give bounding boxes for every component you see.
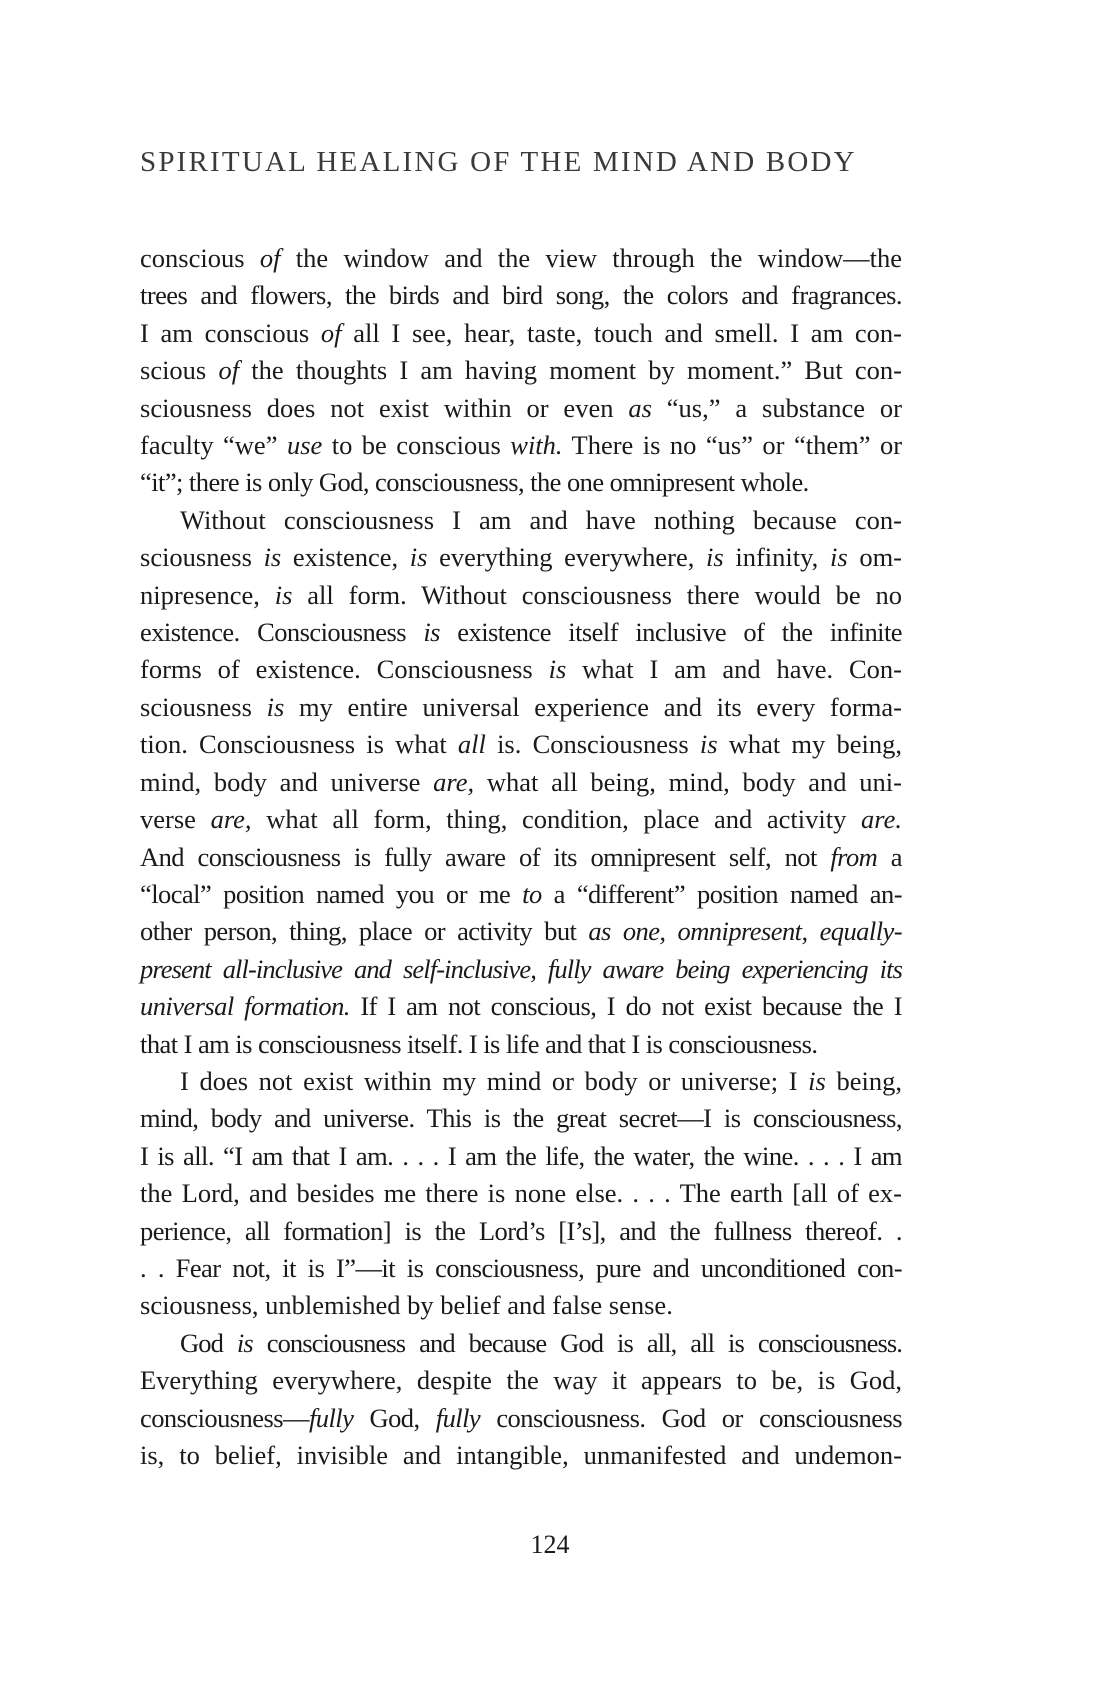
text-line <box>140 1063 902 1100</box>
italic-run: with. <box>510 430 563 461</box>
text-run: trees and flowers, the birds and bird song, the colors and fragrances. <box>140 280 902 311</box>
italic-run: all <box>457 729 486 760</box>
text-run: other person, thing, place or activity but <box>140 916 589 947</box>
text-run: existence itself inclusive of the infinite <box>439 617 902 648</box>
italic-run: is <box>423 617 440 648</box>
text-run: sciousness <box>140 542 264 573</box>
text-run: conscious <box>140 243 260 273</box>
text-run: I is all. “I am that I am. . . . I am the life, the water, the wine. . . . I am <box>140 1140 902 1171</box>
text-line <box>140 876 902 913</box>
text-run: mind, body and universe. This is the great secret—I is consciousness, <box>140 1103 902 1134</box>
text-run: what all being, mind, body and uni- <box>474 766 902 797</box>
text-run: the window and the view through the window—the <box>280 243 903 273</box>
text-run: is, to belief, invisible and intangible, unmanifested and undemon- <box>140 1440 902 1470</box>
text-run: consciousness. God or consciousness <box>480 1402 902 1433</box>
text-run: the Lord, and besides me there is none else. . . . The earth [all of ex- <box>140 1178 902 1209</box>
text-line <box>140 427 902 464</box>
text-line <box>140 577 902 614</box>
running-head: SPIRITUAL HEALING OF THE MIND AND BODY <box>140 146 857 178</box>
text-run: God <box>180 1327 237 1358</box>
text-line <box>140 651 902 688</box>
italic-run: universal formation. <box>140 991 350 1022</box>
text-line <box>140 726 902 763</box>
text-line <box>140 1325 902 1362</box>
italic-run: use <box>286 430 323 461</box>
text-run: And consciousness is fully aware of its omnipresent self, not <box>140 841 831 872</box>
text-line <box>140 1362 902 1399</box>
text-line <box>140 764 902 801</box>
text-run: I does not exist within my mind or body or universe; I <box>180 1065 809 1096</box>
italic-run: from <box>830 841 878 872</box>
text-run: a “different” position named an- <box>541 878 902 909</box>
italic-run: is <box>274 579 293 610</box>
text-run: consciousness— <box>140 1402 309 1433</box>
text-line <box>140 988 902 1025</box>
italic-run: of <box>218 355 240 386</box>
text-line <box>140 315 902 352</box>
italic-run: is <box>808 1065 826 1096</box>
text-run: scious <box>140 355 219 386</box>
text-run: what I am and have. Con- <box>566 654 902 685</box>
text-run: If I am not conscious, I do not exist because the I <box>349 991 902 1022</box>
text-run: sciousness, unblemished by belief and false sense. <box>140 1290 673 1321</box>
italic-run: is <box>266 691 285 722</box>
italic-run: of <box>320 317 342 348</box>
text-run: tion. Consciousness is what <box>140 729 458 760</box>
text-line <box>140 1175 902 1212</box>
text-run: a <box>877 841 902 872</box>
text-line <box>140 240 902 277</box>
text-run: that I am is consciousness itself. I is life and that I is consciousness. <box>140 1028 818 1059</box>
body-text <box>140 240 902 1474</box>
text-line <box>140 502 902 539</box>
text-run: all form. Without consciousness there would be no <box>292 579 902 610</box>
text-run: all I see, hear, taste, touch and smell. I am con- <box>341 317 902 348</box>
text-line <box>140 1213 902 1250</box>
italic-run: fully <box>435 1402 481 1433</box>
italic-run: present all-inclusive and self-inclusive, fully aware being experiencing its <box>140 953 902 984</box>
italic-run: is <box>706 542 724 573</box>
italic-run: as one, omnipresent, equally- <box>588 916 902 947</box>
text-run: mind, body and universe <box>140 766 434 797</box>
text-run: forms of existence. Consciousness <box>140 654 549 685</box>
italic-run: is <box>263 542 282 573</box>
text-run: sciousness does not exist within or even <box>140 392 629 423</box>
text-line <box>140 390 902 427</box>
text-run: faculty “we” <box>140 430 287 461</box>
text-run: There is no “us” or “them” or <box>562 430 903 461</box>
text-line <box>140 1287 902 1324</box>
text-run: “us,” a substance or <box>651 392 902 423</box>
text-run: what all form, thing, condition, place and activity <box>251 804 862 835</box>
text-run: “it”; there is only God, consciousness, the one omnipresent whole. <box>140 467 809 498</box>
text-line <box>140 1026 902 1063</box>
text-run: . . Fear not, it is I”—it is consciousness, pure and unconditioned con- <box>140 1252 902 1283</box>
text-run: to be conscious <box>322 430 511 461</box>
text-run: sciousness <box>140 691 267 722</box>
text-run: om- <box>847 542 903 573</box>
text-line <box>140 539 902 576</box>
text-run: consciousness and because God is all, all is consciousness. <box>252 1327 902 1358</box>
italic-run: of <box>259 243 281 273</box>
italic-run: as <box>628 392 652 423</box>
text-run: is. Consciousness <box>485 729 700 760</box>
page-number: 124 <box>530 1530 570 1559</box>
italic-run: are, <box>433 766 475 797</box>
text-line <box>140 1138 902 1175</box>
italic-run: fully <box>308 1402 354 1433</box>
italic-run: is <box>236 1327 253 1358</box>
italic-run: is <box>699 729 718 760</box>
text-line <box>140 1437 902 1474</box>
italic-run: is <box>548 654 567 685</box>
italic-run: are, <box>210 804 252 835</box>
text-line <box>140 277 902 314</box>
text-line <box>140 801 902 838</box>
italic-run: are. <box>861 804 902 835</box>
text-run: everything everywhere, <box>427 542 707 573</box>
text-run: Everything everywhere, despite the way it appears to be, is God, <box>140 1365 902 1396</box>
text-run: God, <box>353 1402 436 1433</box>
text-run: “local” position named you or me <box>140 878 523 909</box>
text-run: I am conscious <box>140 317 321 348</box>
text-line <box>140 464 902 501</box>
text-run: my entire universal experience and its every forma- <box>284 691 902 722</box>
text-run: existence. Consciousness <box>140 617 424 648</box>
text-line <box>140 913 902 950</box>
text-run: Without consciousness I am and have nothing because con- <box>180 504 902 535</box>
text-run: being, <box>825 1065 902 1096</box>
text-run: verse <box>140 804 211 835</box>
text-line <box>140 1400 902 1437</box>
italic-run: is <box>829 542 848 573</box>
text-run: existence, <box>281 542 410 573</box>
text-run: what my being, <box>717 729 902 760</box>
text-run: infinity, <box>723 542 830 573</box>
text-line <box>140 1100 902 1137</box>
text-run: perience, all formation] is the Lord’s [I’s], and the fullness thereof. . <box>140 1215 902 1246</box>
text-line <box>140 839 902 876</box>
text-line <box>140 614 902 651</box>
text-run: nipresence, <box>140 579 275 610</box>
italic-run: to <box>522 878 542 909</box>
text-line <box>140 352 902 389</box>
text-line <box>140 1250 902 1287</box>
italic-run: is <box>409 542 428 573</box>
text-run: the thoughts I am having moment by moment.” But con- <box>239 355 902 386</box>
text-line <box>140 689 902 726</box>
text-line <box>140 951 902 988</box>
